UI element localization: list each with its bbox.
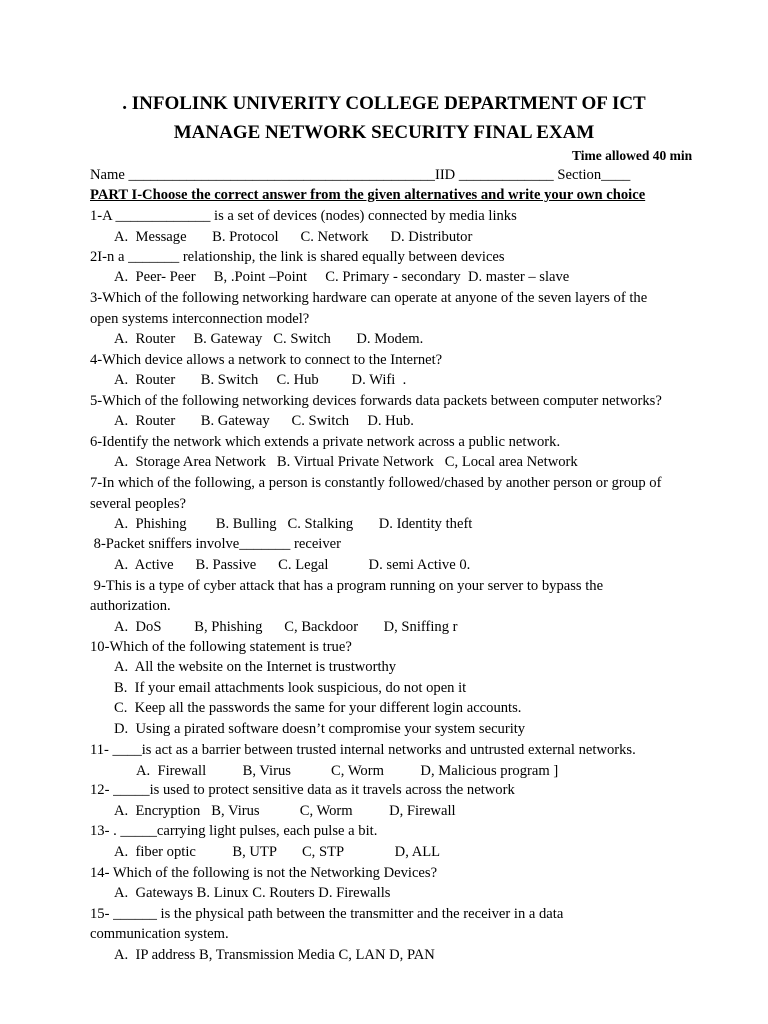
question-option: C. Keep all the passwords the same for your different login accounts. — [114, 700, 522, 716]
question-stem: authorization. — [90, 598, 171, 614]
question-options: A. Gateways B. Linux C. Routers D. Firewalls — [114, 885, 391, 901]
question-stem: several peoples? — [90, 496, 187, 512]
question-options: A. DoS B, Phishing C, Backdoor D, Sniffing r — [114, 619, 458, 635]
question-options: A. Firewall B, Virus C, Worm D, Malicious program ] — [136, 763, 559, 779]
question-options: A. Router B. Gateway C. Switch D. Hub. — [114, 413, 414, 429]
question-options: A. Phishing B. Bulling C. Stalking D. Identity theft — [114, 516, 473, 532]
question-option: A. All the website on the Internet is trustworthy — [114, 659, 397, 675]
question-options: A. Encryption B, Virus C, Worm D, Firewall — [114, 803, 456, 819]
exam-title-course: MANAGE NETWORK SECURITY FINAL EXAM — [173, 122, 595, 143]
question-options: A. Peer- Peer B, .Point –Point C. Primary - secondary D. master – slave — [114, 269, 570, 285]
question-stem: 5-Which of the following networking devices forwards data packets between computer networks? — [90, 393, 662, 409]
question-stem: 1-A _____________ is a set of devices (nodes) connected by media links — [90, 208, 517, 224]
question-stem: 10-Which of the following statement is true? — [90, 639, 352, 655]
question-stem: 2I-n a _______ relationship, the link is shared equally between devices — [90, 249, 505, 265]
question-stem: 15- ______ is the physical path between the transmitter and the receiver in a data — [90, 906, 564, 922]
exam-title-institution: . INFOLINK UNIVERITY COLLEGE DEPARTMENT OF ICT — [122, 93, 646, 114]
question-stem: 4-Which device allows a network to connect to the Internet? — [90, 352, 443, 368]
question-stem: 12- _____is used to protect sensitive data as it travels across the network — [90, 782, 515, 798]
student-info-line: Name __________________________________________IID _____________ Section____ — [90, 167, 631, 183]
question-stem: 6-Identify the network which extends a private network across a public network. — [90, 434, 561, 450]
question-stem: 14- Which of the following is not the Networking Devices? — [90, 865, 438, 881]
question-stem: 8-Packet sniffers involve_______ receiver — [90, 536, 341, 552]
question-options: A. Router B. Switch C. Hub D. Wifi . — [114, 372, 407, 388]
question-option: D. Using a pirated software doesn’t compromise your system security — [114, 721, 526, 737]
question-stem: communication system. — [90, 926, 229, 942]
part1-instruction: PART I-Choose the correct answer from the given alternatives and write your own choice — [90, 187, 646, 203]
question-stem: 9-This is a type of cyber attack that has a program running on your server to bypass the — [90, 578, 604, 594]
question-options: A. Active B. Passive C. Legal D. semi Active 0. — [114, 557, 471, 573]
question-stem: 7-In which of the following, a person is constantly followed/chased by another person or group of — [90, 475, 662, 491]
time-allowed: Time allowed 40 min — [572, 148, 693, 163]
question-options: A. Message B. Protocol C. Network D. Distributor — [114, 229, 473, 245]
question-option: B. If your email attachments look suspicious, do not open it — [114, 680, 467, 696]
question-options: A. Router B. Gateway C. Switch D. Modem. — [114, 331, 424, 347]
question-stem: 3-Which of the following networking hardware can operate at anyone of the seven layers of the — [90, 290, 648, 306]
question-options: A. IP address B, Transmission Media C, LAN D, PAN — [114, 947, 435, 963]
question-options: A. fiber optic B, UTP C, STP D, ALL — [114, 844, 441, 860]
question-options: A. Storage Area Network B. Virtual Private Network C, Local area Network — [114, 454, 578, 470]
question-stem: 11- ____is act as a barrier between trusted internal networks and untrusted external networks. — [90, 742, 636, 758]
question-stem: open systems interconnection model? — [90, 311, 310, 327]
question-stem: 13- . _____carrying light pulses, each pulse a bit. — [90, 823, 378, 839]
